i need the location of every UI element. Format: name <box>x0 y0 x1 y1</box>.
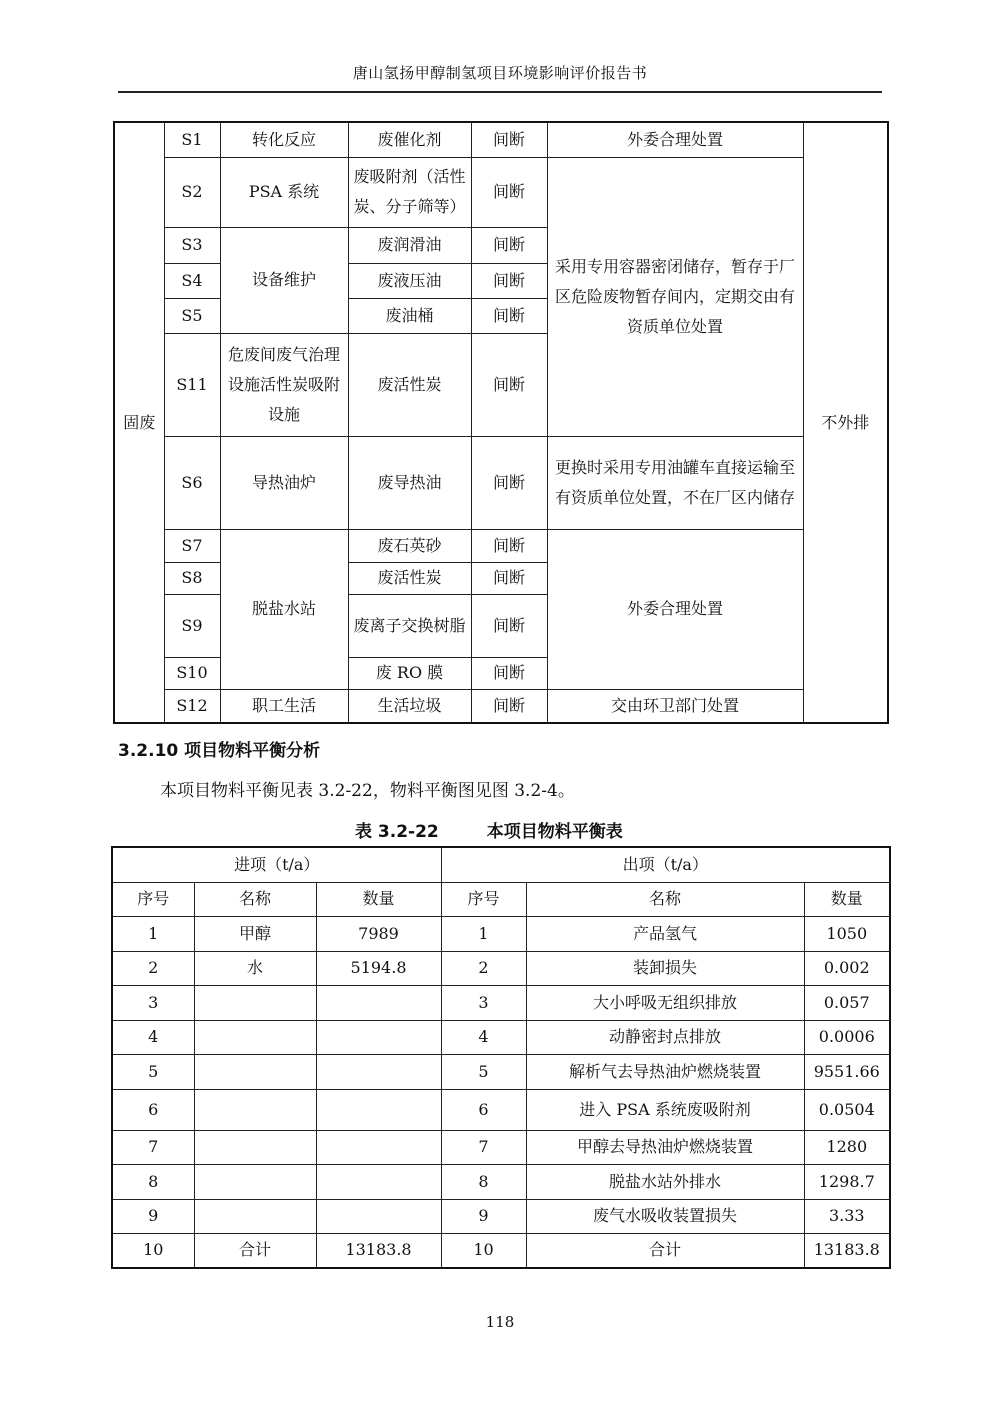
waste-name: 废润滑油 <box>348 227 471 263</box>
in-name <box>194 1130 316 1164</box>
out-name: 装卸损失 <box>526 951 804 985</box>
waste-mode: 间断 <box>471 689 547 723</box>
waste-id: S1 <box>164 122 220 157</box>
waste-name: 废液压油 <box>348 263 471 298</box>
waste-mode: 间断 <box>471 594 547 657</box>
waste-id: S3 <box>164 227 220 263</box>
col-header-qty: 数量 <box>804 882 890 916</box>
material-balance-table <box>111 846 891 1269</box>
waste-name: 生活垃圾 <box>348 689 471 723</box>
in-name: 合计 <box>194 1233 316 1268</box>
in-qty <box>316 1089 441 1130</box>
waste-id: S12 <box>164 689 220 723</box>
table-row <box>112 916 890 951</box>
col-header-qty: 数量 <box>316 882 441 916</box>
table-header-row <box>112 882 890 916</box>
in-no: 3 <box>112 985 194 1020</box>
waste-name: 废石英砂 <box>348 529 471 562</box>
waste-disposal: 采用专用容器密闭储存，暂存于厂区危险废物暂存间内，定期交由有资质单位处置 <box>547 157 803 436</box>
waste-source: 脱盐水站 <box>220 529 348 689</box>
table-row <box>114 529 888 562</box>
out-name: 脱盐水站外排水 <box>526 1164 804 1199</box>
in-name <box>194 1089 316 1130</box>
table-caption-number: 表 3.2-22 <box>355 822 439 842</box>
table-row <box>112 1020 890 1054</box>
waste-source: 危废间废气治理设施活性炭吸附设施 <box>220 333 348 436</box>
out-name: 大小呼吸无组织排放 <box>526 985 804 1020</box>
out-no: 8 <box>441 1164 526 1199</box>
waste-mode: 间断 <box>471 122 547 157</box>
table-row <box>112 1130 890 1164</box>
waste-mode: 间断 <box>471 227 547 263</box>
out-qty: 1050 <box>804 916 890 951</box>
out-qty: 9551.66 <box>804 1054 890 1089</box>
waste-mode: 间断 <box>471 263 547 298</box>
header-rule <box>118 91 882 93</box>
out-no: 10 <box>441 1233 526 1268</box>
waste-disposal: 交由环卫部门处置 <box>547 689 803 723</box>
out-qty: 1280 <box>804 1130 890 1164</box>
waste-mode: 间断 <box>471 657 547 689</box>
table-row <box>114 157 888 227</box>
waste-name: 废活性炭 <box>348 333 471 436</box>
table-row <box>112 1199 890 1233</box>
in-name <box>194 1164 316 1199</box>
in-no: 10 <box>112 1233 194 1268</box>
in-header: 进项（t/a） <box>112 847 441 882</box>
table-row <box>112 985 890 1020</box>
in-name: 水 <box>194 951 316 985</box>
out-no: 4 <box>441 1020 526 1054</box>
waste-source: 导热油炉 <box>220 436 348 529</box>
out-no: 1 <box>441 916 526 951</box>
out-header: 出项（t/a） <box>441 847 890 882</box>
waste-name: 废催化剂 <box>348 122 471 157</box>
in-qty: 7989 <box>316 916 441 951</box>
table-row <box>114 122 888 157</box>
in-name <box>194 985 316 1020</box>
waste-mode: 间断 <box>471 529 547 562</box>
in-no: 8 <box>112 1164 194 1199</box>
waste-id: S2 <box>164 157 220 227</box>
waste-id: S10 <box>164 657 220 689</box>
out-name: 动静密封点排放 <box>526 1020 804 1054</box>
waste-source: 转化反应 <box>220 122 348 157</box>
out-qty: 0.057 <box>804 985 890 1020</box>
waste-id: S9 <box>164 594 220 657</box>
waste-name: 废 RO 膜 <box>348 657 471 689</box>
waste-category: 固废 <box>114 122 164 723</box>
in-qty <box>316 1054 441 1089</box>
out-qty: 3.33 <box>804 1199 890 1233</box>
waste-mode: 间断 <box>471 157 547 227</box>
out-name: 产品氢气 <box>526 916 804 951</box>
in-no: 4 <box>112 1020 194 1054</box>
out-qty: 0.002 <box>804 951 890 985</box>
table-row <box>112 1164 890 1199</box>
waste-mode: 间断 <box>471 562 547 594</box>
in-qty <box>316 1164 441 1199</box>
table-caption-title: 本项目物料平衡表 <box>486 822 623 842</box>
col-header-no: 序号 <box>441 882 526 916</box>
solid-waste-table <box>113 121 889 724</box>
table-row <box>112 1233 890 1268</box>
out-name: 废气水吸收装置损失 <box>526 1199 804 1233</box>
waste-source: 设备维护 <box>220 227 348 333</box>
in-no: 5 <box>112 1054 194 1089</box>
out-name: 进入 PSA 系统废吸附剂 <box>526 1089 804 1130</box>
waste-mode: 间断 <box>471 436 547 529</box>
table-caption <box>355 817 623 842</box>
waste-disposal: 更换时采用专用油罐车直接运输至有资质单位处置，不在厂区内储存 <box>547 436 803 529</box>
page-number: 118 <box>485 1313 515 1331</box>
waste-id: S11 <box>164 333 220 436</box>
waste-disposal: 外委合理处置 <box>547 529 803 689</box>
body-paragraph: 本项目物料平衡见表 3.2-22，物料平衡图见图 3.2-4。 <box>160 781 575 801</box>
page-header-title: 唐山氢扬甲醇制氢项目环境影响评价报告书 <box>352 64 648 82</box>
out-no: 7 <box>441 1130 526 1164</box>
in-qty <box>316 1199 441 1233</box>
in-qty <box>316 1020 441 1054</box>
out-qty: 0.0006 <box>804 1020 890 1054</box>
table-row <box>114 689 888 723</box>
waste-id: S7 <box>164 529 220 562</box>
in-qty: 5194.8 <box>316 951 441 985</box>
in-name: 甲醇 <box>194 916 316 951</box>
waste-name: 废油桶 <box>348 298 471 333</box>
col-header-name: 名称 <box>194 882 316 916</box>
out-name: 甲醇去导热油炉燃烧装置 <box>526 1130 804 1164</box>
in-no: 9 <box>112 1199 194 1233</box>
in-no: 6 <box>112 1089 194 1130</box>
table-row <box>112 1054 890 1089</box>
in-qty <box>316 1130 441 1164</box>
out-qty: 1298.7 <box>804 1164 890 1199</box>
out-no: 6 <box>441 1089 526 1130</box>
waste-id: S5 <box>164 298 220 333</box>
out-no: 3 <box>441 985 526 1020</box>
in-name <box>194 1020 316 1054</box>
waste-source: PSA 系统 <box>220 157 348 227</box>
in-qty <box>316 985 441 1020</box>
table-row <box>112 951 890 985</box>
out-name: 合计 <box>526 1233 804 1268</box>
in-name <box>194 1199 316 1233</box>
waste-id: S4 <box>164 263 220 298</box>
col-header-no: 序号 <box>112 882 194 916</box>
out-name: 解析气去导热油炉燃烧装置 <box>526 1054 804 1089</box>
section-heading: 3.2.10 项目物料平衡分析 <box>118 741 321 761</box>
waste-discharge: 不外排 <box>803 122 888 723</box>
in-qty: 13183.8 <box>316 1233 441 1268</box>
waste-name: 废离子交换树脂 <box>348 594 471 657</box>
out-no: 9 <box>441 1199 526 1233</box>
out-no: 2 <box>441 951 526 985</box>
waste-name: 废活性炭 <box>348 562 471 594</box>
col-header-name: 名称 <box>526 882 804 916</box>
out-qty: 0.0504 <box>804 1089 890 1130</box>
out-no: 5 <box>441 1054 526 1089</box>
table-header-row <box>112 847 890 882</box>
waste-id: S6 <box>164 436 220 529</box>
waste-name: 废吸附剂（活性炭、分子筛等） <box>348 157 471 227</box>
waste-mode: 间断 <box>471 298 547 333</box>
waste-source: 职工生活 <box>220 689 348 723</box>
table-row <box>114 436 888 529</box>
in-name <box>194 1054 316 1089</box>
in-no: 1 <box>112 916 194 951</box>
in-no: 2 <box>112 951 194 985</box>
waste-id: S8 <box>164 562 220 594</box>
waste-name: 废导热油 <box>348 436 471 529</box>
in-no: 7 <box>112 1130 194 1164</box>
out-qty: 13183.8 <box>804 1233 890 1268</box>
waste-mode: 间断 <box>471 333 547 436</box>
table-row <box>112 1089 890 1130</box>
waste-disposal: 外委合理处置 <box>547 122 803 157</box>
